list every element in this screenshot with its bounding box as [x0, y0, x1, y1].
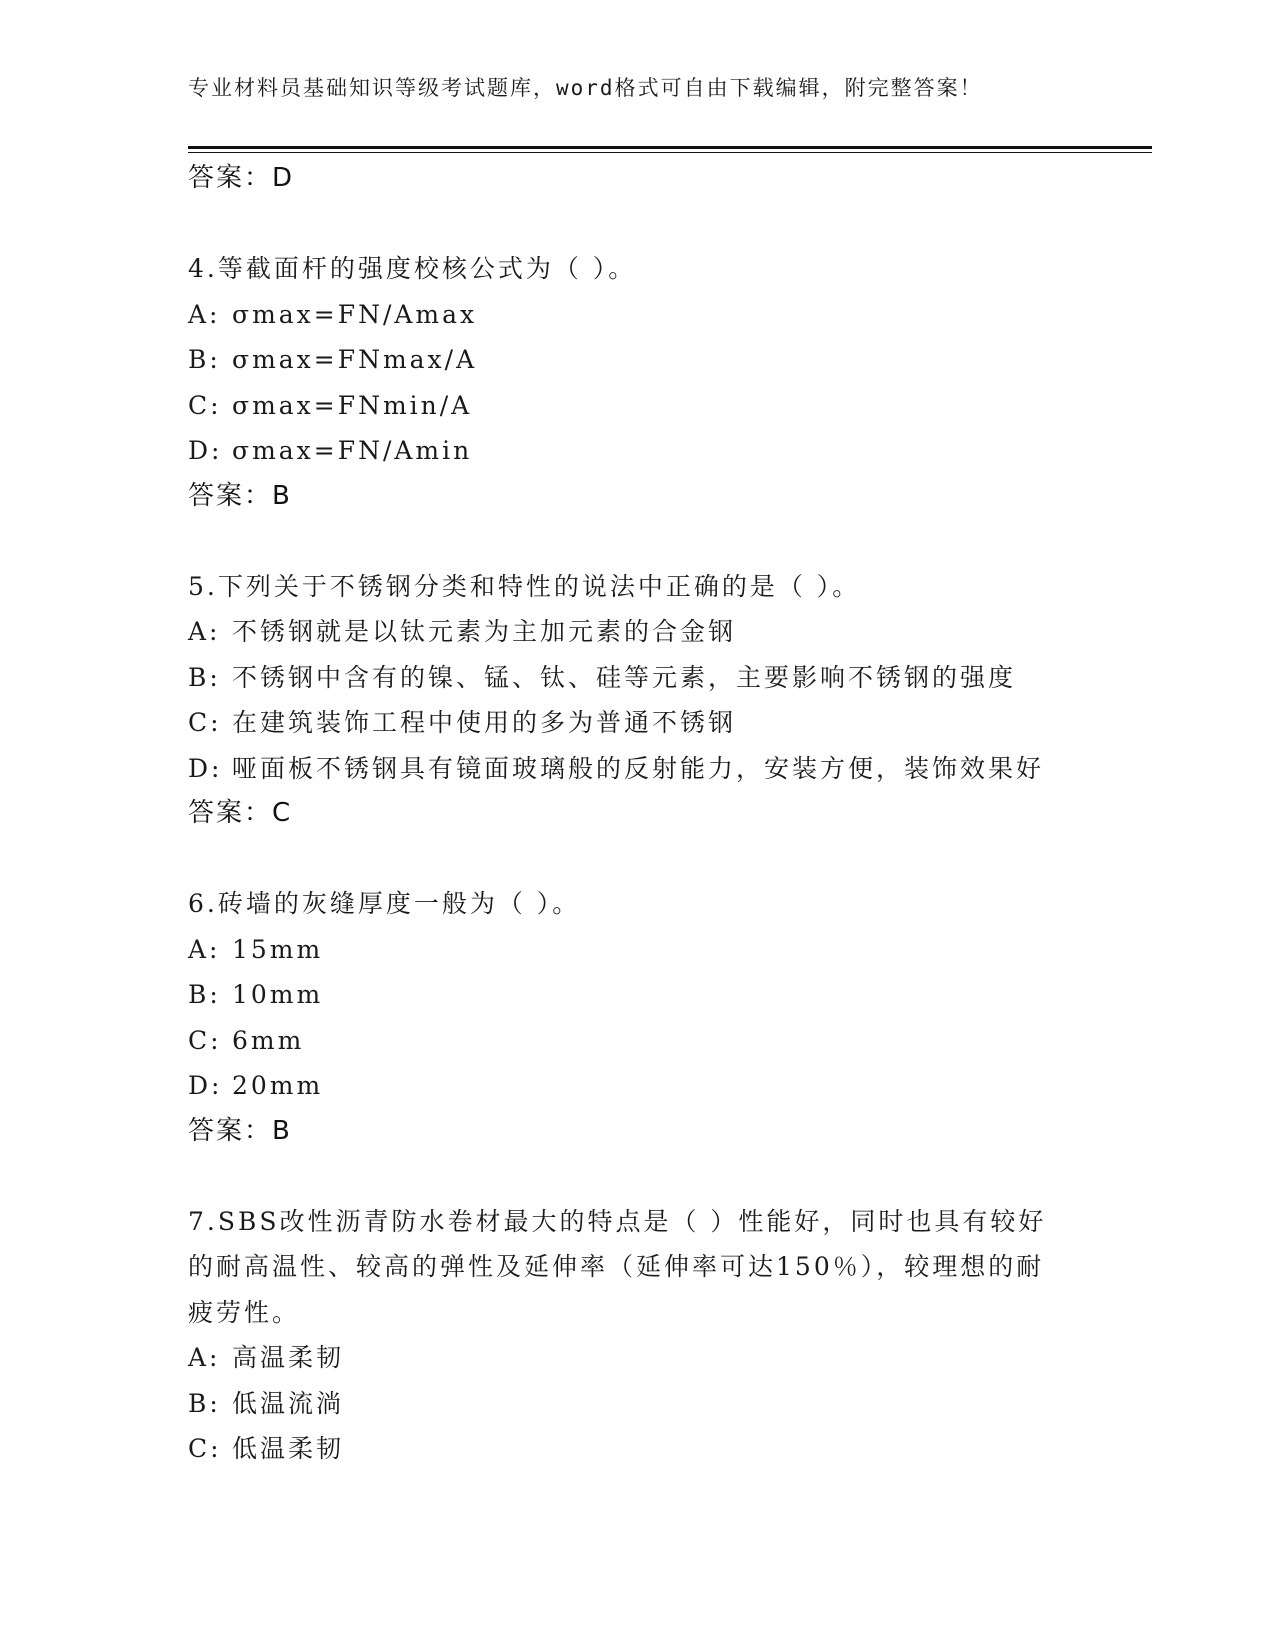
option-d: [188, 1063, 1148, 1109]
option-text: σmax=FNmax/A: [232, 345, 478, 374]
option-letter: C:: [188, 1025, 222, 1055]
option-letter: A:: [188, 617, 221, 646]
option-letter: B:: [188, 345, 221, 374]
question-stem-line: 的耐高温性、较高的弹性及延伸率（延伸率可达150％），较理想的耐: [188, 1252, 1045, 1281]
option-c: [188, 1018, 1148, 1064]
option-b: [188, 972, 1148, 1018]
answer-label: 答案：D: [188, 163, 295, 193]
option-b: [188, 337, 1148, 383]
option-letter: A:: [188, 1343, 221, 1372]
option-letter: B:: [188, 1388, 221, 1418]
option-text: 10mm: [232, 980, 324, 1009]
option-d: [188, 428, 1148, 474]
option-letter: D:: [188, 1071, 223, 1100]
question-stem-line: 疲劳性。: [188, 1297, 301, 1327]
question-stem: 5.下列关于不锈钢分类和特性的说法中正确的是（ ）。: [188, 571, 861, 601]
document-body: [188, 156, 1148, 1472]
header-rule-thin: [188, 152, 1152, 153]
option-letter: C:: [188, 708, 222, 737]
question-stem: 4.等截面杆的强度校核公式为（ ）。: [188, 254, 637, 283]
option-d: [188, 746, 1148, 792]
page-header: 专业材料员基础知识等级考试题库，word格式可自由下载编辑，附完整答案！: [188, 76, 983, 100]
option-text: σmax=FN/Amin: [232, 436, 473, 465]
option-c: [188, 1426, 1148, 1472]
option-letter: D:: [188, 436, 223, 465]
answer-label: 答案：B: [188, 480, 292, 511]
option-text: 6mm: [232, 1025, 305, 1055]
option-text: 不锈钢中含有的镍、锰、钛、硅等元素，主要影响不锈钢的强度: [232, 662, 1017, 692]
option-letter: B:: [188, 980, 221, 1009]
option-text: σmax=FN/Amax: [232, 299, 478, 329]
option-a: [188, 927, 1148, 973]
answer-label: 答案：B: [188, 1115, 292, 1146]
option-letter: D:: [188, 753, 223, 783]
question-stem-line: 7.SBS改性沥青防水卷材最大的特点是（ ）性能好，同时也具有较好: [188, 1206, 1047, 1236]
option-b: [188, 1381, 1148, 1427]
answer-label: 答案：C: [188, 798, 293, 828]
option-text: 15mm: [232, 934, 324, 964]
option-letter: B:: [188, 662, 221, 692]
option-b: [188, 655, 1148, 701]
option-c: [188, 700, 1148, 746]
option-text: 20mm: [232, 1071, 324, 1100]
option-text: 低温柔韧: [232, 1434, 345, 1463]
option-text: 哑面板不锈钢具有镜面玻璃般的反射能力，安装方便，装饰效果好: [232, 753, 1045, 783]
header-rule-thick: [188, 146, 1152, 149]
option-text: 不锈钢就是以钛元素为主加元素的合金钢: [232, 617, 737, 646]
option-a: [188, 609, 1148, 655]
option-a: [188, 1335, 1148, 1381]
option-letter: A:: [188, 299, 221, 329]
option-text: 高温柔韧: [232, 1343, 345, 1372]
option-letter: C:: [188, 1434, 222, 1463]
option-a: [188, 292, 1148, 338]
option-letter: A:: [188, 934, 221, 964]
option-letter: C:: [188, 390, 222, 420]
question-stem: 6.砖墙的灰缝厚度一般为（ ）。: [188, 889, 581, 918]
option-text: 低温流淌: [232, 1388, 345, 1418]
question-6: [188, 881, 1148, 1153]
option-text: 在建筑装饰工程中使用的多为普通不锈钢: [232, 708, 737, 737]
question-4: [188, 246, 1148, 518]
option-c: [188, 383, 1148, 429]
question-5: [188, 564, 1148, 836]
question-7: [188, 1199, 1148, 1472]
option-text: σmax=FNmin/A: [232, 390, 473, 420]
